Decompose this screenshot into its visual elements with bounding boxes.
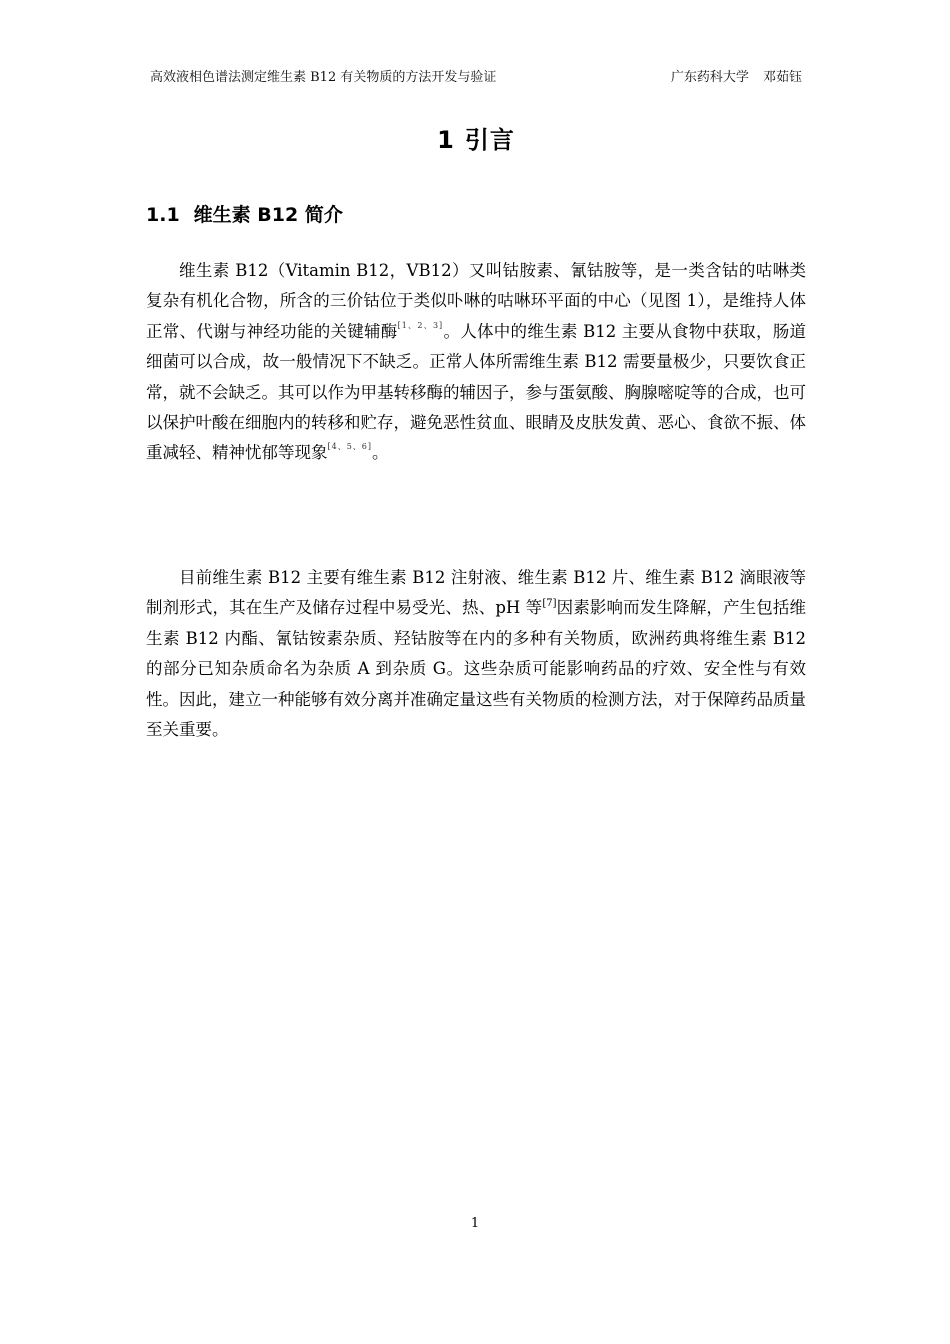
- paragraph-2: [146, 563, 806, 745]
- paragraph-2-text-b: 因素影响而发生降解，产生包括维生素 B12 内酯、氰钴铵素杂质、羟钴胺等在内的多种有关物质，欧洲药典将维生素 B12 的部分已知杂质命名为杂质 A 到杂质 G。这些杂质可能影响药品的疗效、安全性与有效性。因此，建立一种能够有效分离并准确定量这些有关物质的检测方法，对于保障药品质量至关重要。: [146, 598, 807, 740]
- header-title: 高效液相色谱法测定维生素 B12 有关物质的方法开发与验证: [150, 70, 497, 85]
- section-heading: [146, 198, 806, 232]
- header-divider: [146, 94, 806, 95]
- citation-1-2-3: [1、2、3]: [397, 320, 444, 330]
- paragraph-1-text-b: 。人体中的维生素 B12 主要从食物中获取，肠道细菌可以合成，故一般情况下不缺乏。正常人体所需维生素 B12 需要量极少，只要饮食正常，就不会缺乏。其可以作为甲基转移酶的辅因子，参与蛋氨酸、胸腺嘧啶等的合成，也可以保护叶酸在细胞内的转移和贮存，避免恶性贫血、眼睛及皮肤发黄、恶心、食欲不振、体重减轻、精神忧郁等现象: [146, 321, 806, 463]
- chapter-heading: [146, 120, 806, 160]
- chapter-title: 引言: [464, 126, 515, 154]
- paragraph-2-text-a: 目前维生素 B12 主要有维生素 B12 注射液、维生素 B12 片、维生素 B12 滴眼液等制剂形式，其在生产及储存过程中易受光、热、pH 等: [146, 568, 806, 618]
- paragraph-1: [146, 256, 806, 469]
- section-number: 1.1: [146, 204, 180, 226]
- paragraph-1-text-c: 。: [372, 443, 389, 463]
- citation-4-5-6: [4、5、6]: [327, 442, 373, 452]
- paragraph-1-text-a: 维生素 B12（Vitamin B12，VB12）又叫钴胺素、氰钴胺等，是一类含钴的咕啉类复杂有机化合物，所含的三价钴位于类似卟啉的咕啉环平面的中心（见图 1），是维持人体正常、代谢与神经功能的关键辅酶: [146, 261, 806, 341]
- chapter-number: 1: [437, 126, 455, 154]
- section-title: 维生素 B12 简介: [193, 204, 343, 226]
- header-affiliation: 广东药科大学 邓茹钰: [670, 70, 802, 85]
- page-number: 1: [470, 1216, 480, 1231]
- citation-7: [7]: [542, 598, 557, 610]
